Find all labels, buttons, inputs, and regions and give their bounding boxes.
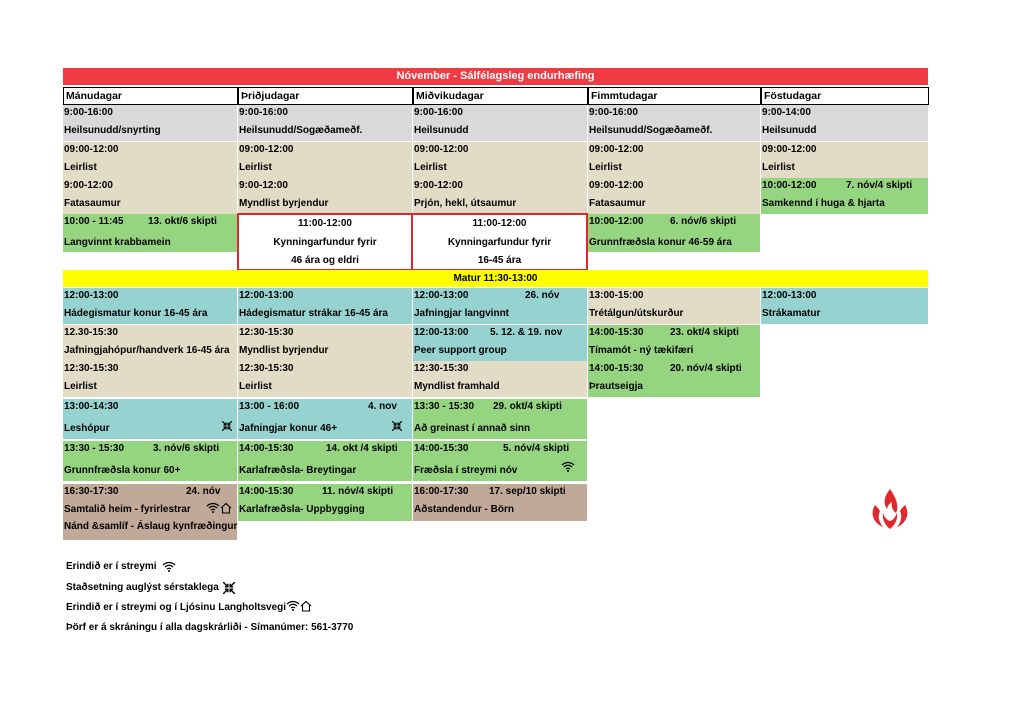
- schedule-cell: [63, 361, 237, 397]
- day-header-tuesday: Þriðjudagar: [238, 87, 413, 105]
- schedule-cell: [413, 142, 587, 178]
- cell-date: 3. nóv/6 skipti: [153, 443, 220, 454]
- cell-name: Jafningjahópur/handverk 16-45 ára: [64, 345, 230, 356]
- schedule-cell: [413, 399, 587, 439]
- cell-date: 13. okt/6 skipti: [148, 216, 217, 227]
- cell-time: 13:00 - 16:00: [239, 401, 300, 412]
- cell-name: Heilsunudd: [762, 125, 817, 136]
- cell-time: 9:00-16:00: [589, 107, 638, 118]
- cell-date: 7. nóv/4 skipti: [846, 180, 913, 191]
- legend-item: Staðsetning auglýst sérstaklega: [66, 582, 219, 593]
- cell-name: Jafningjar langvinnt: [414, 308, 510, 319]
- schedule-cell: [238, 441, 412, 481]
- schedule-cell: [238, 325, 412, 361]
- cell-name: Jafningjar konur 46+: [239, 423, 338, 434]
- cell-time: 09:00-12:00: [414, 144, 469, 155]
- cell-name: Leshópur: [64, 423, 110, 434]
- cell-time: 09:00-12:00: [589, 144, 644, 155]
- schedule-cell: [63, 105, 237, 141]
- cell-name: Heilsunudd/snyrting: [64, 125, 161, 136]
- cell-time: 14:00-15:30: [239, 443, 294, 454]
- cell-name: Fatasaumur: [64, 198, 121, 209]
- cell-time: 13:30 - 15:30: [414, 401, 475, 412]
- schedule-cell: [761, 142, 928, 178]
- cell-time: 09:00-12:00: [64, 144, 119, 155]
- cell-name: Leirlist: [64, 381, 97, 392]
- cell-name-line2: 16-45 ára: [477, 255, 522, 266]
- arrows-inward-icon: [223, 582, 235, 594]
- schedule-cell: [63, 484, 237, 540]
- cell-name: Grunnfræðsla konur 60+: [64, 465, 181, 476]
- cell-name: Leirlist: [239, 381, 272, 392]
- wifi-house-icon: [286, 600, 312, 612]
- cell-time: 12:30-15:30: [64, 363, 119, 374]
- cell-time: 12:00-13:00: [64, 290, 119, 301]
- schedule-cell: [413, 361, 587, 397]
- cell-name: Hádegismatur strákar 16-45 ára: [239, 308, 388, 319]
- cell-time: 9:00-12:00: [239, 180, 288, 191]
- cell-name: Prjón, hekl, útsaumur: [414, 198, 517, 209]
- schedule-cell: [588, 325, 760, 361]
- schedule-cell: [63, 214, 237, 252]
- cell-date: 17. sep/10 skipti: [489, 486, 566, 497]
- cell-date: 24. nóv: [186, 486, 221, 497]
- cell-time: 10:00-12:00: [762, 180, 817, 191]
- highlighted-cell: [411, 213, 588, 271]
- cell-name: Samkennd í huga & hjarta: [762, 198, 885, 209]
- arrows-inward-icon: [392, 421, 402, 431]
- cell-time: 9:00-12:00: [64, 180, 113, 191]
- cell-time: 12:00-13:00: [762, 290, 817, 301]
- legend-item: Erindið er í streymi og í Ljósinu Langholtsvegi: [66, 602, 287, 613]
- cell-time: 11:00-12:00: [298, 218, 352, 229]
- cell-name: Myndlist framhald: [414, 381, 500, 392]
- schedule-cell: [413, 325, 587, 361]
- schedule-cell: [238, 142, 412, 178]
- cell-name: Samtalið heim - fyrirlestrar: [64, 504, 191, 515]
- cell-date: 5. nóv/4 skipti: [503, 443, 570, 454]
- schedule-cell: [63, 325, 237, 361]
- schedule-cell: [588, 361, 760, 397]
- cell-date: 29. okt/4 skipti: [493, 401, 562, 412]
- schedule-cell: [413, 441, 587, 481]
- legend-item: Erindið er í streymi: [66, 561, 157, 572]
- cell-name-line2: Nánd &samlíf - Áslaug kynfræðingur: [64, 521, 238, 532]
- cell-time: 9:00-14:00: [762, 107, 811, 118]
- lunch-banner: Matur 11:30-13:00: [63, 270, 928, 287]
- cell-time: 12:30-15:30: [239, 363, 294, 374]
- cell-time: 12.30-15:30: [64, 327, 118, 338]
- cell-name: Peer support group: [414, 345, 507, 356]
- cell-time: 09:00-12:00: [239, 144, 294, 155]
- highlighted-cell: [237, 213, 413, 271]
- cell-time: 13:00-15:00: [589, 290, 644, 301]
- cell-date: 14. okt /4 skipti: [326, 443, 398, 454]
- schedule-cell: [63, 288, 237, 324]
- cell-time: 12:00-13:00: [414, 290, 469, 301]
- cell-date: 11. nóv/4 skipti: [322, 486, 394, 497]
- cell-name: Heilsunudd/Sogæðameðf.: [589, 125, 713, 136]
- cell-time: 13:00-14:30: [64, 401, 119, 412]
- cell-name: Þrautseigja: [589, 381, 643, 392]
- cell-time: 13:30 - 15:30: [64, 443, 125, 454]
- cell-time: 12:30-15:30: [414, 363, 469, 374]
- schedule-cell: [588, 288, 760, 324]
- schedule-cell: [413, 484, 587, 521]
- cell-time: 12:00-13:00: [414, 327, 469, 338]
- cell-time: 11:00-12:00: [472, 218, 527, 229]
- arrows-inward-icon: [222, 421, 232, 431]
- cell-date: 20. nóv/4 skipti: [670, 363, 742, 374]
- day-header-wednesday: Miðvikudagar: [413, 87, 588, 105]
- cell-name: Leirlist: [414, 162, 447, 173]
- day-header-thursday: Fimmtudagar: [588, 87, 761, 105]
- cell-time: 14:00-15:30: [589, 363, 644, 374]
- cell-date: 4. nov: [368, 401, 397, 412]
- cell-name: Leirlist: [762, 162, 795, 173]
- cell-time: 12:00-13:00: [239, 290, 294, 301]
- schedule-cell: [588, 142, 760, 178]
- schedule-cell: [588, 178, 760, 214]
- cell-time: 9:00-16:00: [239, 107, 288, 118]
- cell-name: Aðstandendur - Börn: [414, 504, 514, 515]
- schedule-cell: [238, 105, 412, 141]
- cell-time: 09:00-12:00: [762, 144, 817, 155]
- day-header-monday: Mánudagar: [63, 87, 238, 105]
- schedule-cell: [238, 178, 412, 214]
- cell-time: 12:30-15:30: [239, 327, 294, 338]
- cell-name: Grunnfræðsla konur 46-59 ára: [589, 237, 732, 248]
- wifi-icon: [561, 461, 575, 472]
- schedule-cell: [238, 288, 412, 324]
- cell-name: Fræðsla í streymi nóv: [414, 465, 518, 476]
- cell-name: Myndlist byrjendur: [239, 198, 329, 209]
- cell-name: Strákamatur: [762, 308, 821, 319]
- schedule-cell: [761, 288, 928, 324]
- day-header-friday: Föstudagar: [761, 87, 929, 105]
- cell-name: Leirlist: [239, 162, 272, 173]
- schedule-cell: [761, 178, 928, 214]
- cell-time: 16:00-17:30: [414, 486, 469, 497]
- schedule-cell: [588, 105, 760, 141]
- cell-name: Kynningarfundur fyrir: [273, 237, 377, 248]
- cell-name: Karlafræðsla- Uppbygging: [239, 504, 365, 515]
- cell-time: 10:00-12:00: [589, 216, 644, 227]
- cell-time: 16:30-17:30: [64, 486, 119, 497]
- cell-time: 9:00-16:00: [414, 107, 463, 118]
- schedule-cell: [63, 142, 237, 178]
- cell-name: Hádegismatur konur 16-45 ára: [64, 308, 208, 319]
- cell-name: Langvinnt krabbamein: [64, 237, 171, 248]
- schedule-cell: [413, 288, 587, 324]
- cell-date: 5. 12. & 19. nov: [490, 327, 563, 338]
- schedule-cell: [588, 214, 760, 252]
- wifi-house-icon: [206, 502, 232, 514]
- schedule-cell: [413, 105, 587, 141]
- cell-name: Leirlist: [64, 162, 97, 173]
- cell-name: Heilsunudd: [414, 125, 469, 136]
- flame-logo: [867, 487, 913, 531]
- cell-time: 09:00-12:00: [589, 180, 644, 191]
- schedule-cell: [413, 178, 587, 214]
- cell-name: Tímamót - ný tækifæri: [589, 345, 694, 356]
- cell-name: Kynningarfundur fyrir: [447, 237, 552, 248]
- cell-name-line2: 46 ára og eldri: [291, 255, 359, 266]
- legend-item: Þörf er á skráningu í alla dagskrárliði - Símanúmer: 561-3770: [66, 622, 354, 633]
- cell-name: Heilsunudd/Sogæðameðf.: [239, 125, 363, 136]
- cell-time: 9:00-16:00: [64, 107, 113, 118]
- cell-date: 26. nóv: [525, 290, 560, 301]
- cell-time: 9:00-12:00: [414, 180, 463, 191]
- schedule-cell: [63, 178, 237, 214]
- cell-name: Myndlist byrjendur: [239, 345, 329, 356]
- schedule-cell: [63, 441, 237, 481]
- wifi-icon: [162, 561, 176, 572]
- cell-name: Karlafræðsla- Breytingar: [239, 465, 357, 476]
- cell-name: Fatasaumur: [589, 198, 646, 209]
- cell-name: Leirlist: [589, 162, 622, 173]
- cell-name: Trétálgun/útskurður: [589, 308, 684, 319]
- cell-time: 14:00-15:30: [239, 486, 294, 497]
- cell-date: 23. okt/4 skipti: [670, 327, 739, 338]
- cell-time: 14:00-15:30: [589, 327, 644, 338]
- schedule-cell: [238, 484, 412, 521]
- cell-date: 6. nóv/6 skipti: [670, 216, 737, 227]
- cell-name: Að greinast í annað sinn: [414, 423, 531, 434]
- schedule-cell: [761, 105, 928, 141]
- schedule-cell: [238, 361, 412, 397]
- schedule-cell: [63, 399, 237, 439]
- cell-time: 10:00 - 11:45: [64, 216, 124, 227]
- schedule-cell: [238, 399, 412, 439]
- cell-time: 14:00-15:30: [414, 443, 469, 454]
- page-title: Nóvember - Sálfélagsleg endurhæfing: [63, 68, 928, 85]
